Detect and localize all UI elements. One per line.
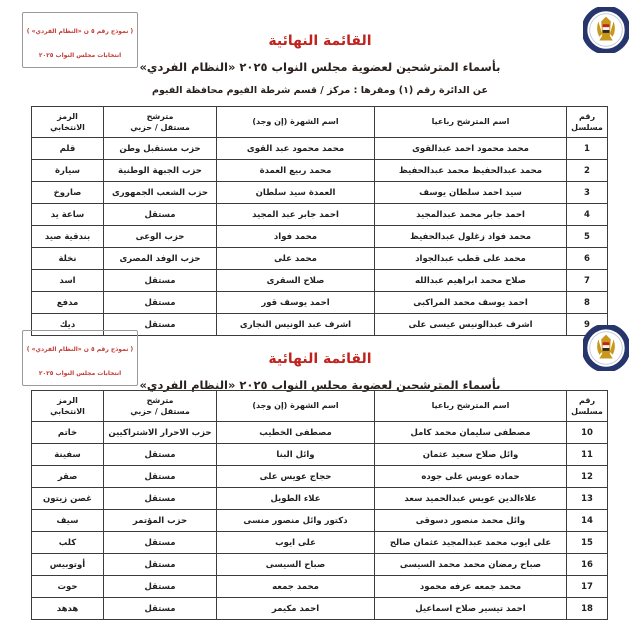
cell-serial: 5 xyxy=(567,226,608,248)
cell-symbol: خاتم xyxy=(32,422,104,444)
header-shohra: اسم الشهرة (إن وجد) xyxy=(217,391,375,422)
page-2 xyxy=(0,318,640,636)
candidate-row xyxy=(32,226,608,248)
cell-shohra: محمد جمعه xyxy=(217,576,375,598)
cell-symbol: نخلة xyxy=(32,248,104,270)
cell-symbol: كلب xyxy=(32,532,104,554)
candidate-row xyxy=(32,466,608,488)
cell-party: مستقل xyxy=(104,466,217,488)
cell-symbol: سيف xyxy=(32,510,104,532)
cell-serial: 1 xyxy=(567,138,608,160)
cell-serial: 2 xyxy=(567,160,608,182)
cell-symbol: ساعة يد xyxy=(32,204,104,226)
cell-candidate-name: احمد تيسير صلاح اسماعيل xyxy=(375,598,567,620)
page-title: القائمة النهائية xyxy=(268,351,372,367)
cell-serial: 7 xyxy=(567,270,608,292)
cell-candidate-name: سيد احمد سلطان يوسف xyxy=(375,182,567,204)
cell-serial: 10 xyxy=(567,422,608,444)
cell-serial: 3 xyxy=(567,182,608,204)
cell-symbol: اسد xyxy=(32,270,104,292)
cell-symbol: غصن زيتون xyxy=(32,488,104,510)
cell-symbol: هدهد xyxy=(32,598,104,620)
cell-symbol: صقر xyxy=(32,466,104,488)
cell-serial: 11 xyxy=(567,444,608,466)
cell-candidate-name: احمد يوسف محمد المراكبى xyxy=(375,292,567,314)
cell-shohra: صباح السيسى xyxy=(217,554,375,576)
candidate-row xyxy=(32,204,608,226)
cell-shohra: محمد محمود عبد القوى xyxy=(217,138,375,160)
cell-candidate-name: علاءالدين عويس عبدالحميد سعد xyxy=(375,488,567,510)
candidate-row xyxy=(32,576,608,598)
cell-candidate-name: حماده عويس على جوده xyxy=(375,466,567,488)
cell-serial: 8 xyxy=(567,292,608,314)
cell-shohra: على ايوب xyxy=(217,532,375,554)
cell-party: حزب الجبهة الوطنية xyxy=(104,160,217,182)
header-serial: رقم مسلسل xyxy=(567,107,608,138)
header-symbol: الرمز الانتخابي xyxy=(32,391,104,422)
page-subtitle: بأسماء المترشحين لعضوية مجلس النواب ٢٠٢٥ «النظام الفردي» xyxy=(139,60,501,74)
cell-shohra: محمد فواد xyxy=(217,226,375,248)
form-box-line-2: انتخابات مجلس النواب ٢٠٢٥ xyxy=(38,370,122,377)
candidate-row xyxy=(32,292,608,314)
cell-party: مستقل xyxy=(104,444,217,466)
cell-party: مستقل xyxy=(104,532,217,554)
cell-serial: 16 xyxy=(567,554,608,576)
cell-symbol: ديك xyxy=(32,314,104,336)
cell-symbol: سفينة xyxy=(32,444,104,466)
cell-symbol: مدفع xyxy=(32,292,104,314)
header-party: مترشح مستقل / حزبي xyxy=(104,391,217,422)
cell-shohra: احمد يوسف قور xyxy=(217,292,375,314)
cell-serial: 18 xyxy=(567,598,608,620)
cell-candidate-name: محمد عبدالحفيظ محمد عبدالحفيظ xyxy=(375,160,567,182)
cell-candidate-name: محمد على قطب عبدالجواد xyxy=(375,248,567,270)
candidate-row xyxy=(32,532,608,554)
cell-shohra: محمد على xyxy=(217,248,375,270)
cell-shohra: صلاح السقرى xyxy=(217,270,375,292)
cell-shohra: محمد ربيع العمدة xyxy=(217,160,375,182)
candidate-row xyxy=(32,554,608,576)
cell-party: مستقل xyxy=(104,488,217,510)
cell-symbol: بندقية صيد xyxy=(32,226,104,248)
cell-party: حزب مستقبل وطن xyxy=(104,138,217,160)
candidate-row xyxy=(32,138,608,160)
cell-shohra: احمد مكيمر xyxy=(217,598,375,620)
candidate-row xyxy=(32,160,608,182)
cell-candidate-name: على ايوب محمد عبدالمجيد عثمان صالح xyxy=(375,532,567,554)
cell-serial: 9 xyxy=(567,314,608,336)
header-party: مترشح مستقل / حزبي xyxy=(104,107,217,138)
district-line: عن الدائرة رقم (١) ومقرها : مركز / قسم شرطة الفيوم محافظة الفيوم xyxy=(152,85,488,96)
cell-party: حزب الاحرار الاشتراكيين xyxy=(104,422,217,444)
cell-shohra: مصطفى الخطيب xyxy=(217,422,375,444)
page-title: القائمة النهائية xyxy=(268,33,372,49)
cell-party: مستقل xyxy=(104,314,217,336)
cell-party: مستقل xyxy=(104,204,217,226)
cell-serial: 12 xyxy=(567,466,608,488)
form-box-line-1: ( نموذج رقم ٥ ن «النظام الفردي» ) xyxy=(26,28,134,35)
cell-party: حزب المؤتمر xyxy=(104,510,217,532)
cell-candidate-name: صباح رمضان محمد محمد السيسى xyxy=(375,554,567,576)
header-serial: رقم مسلسل xyxy=(567,391,608,422)
cell-party: حزب الوفد المصرى xyxy=(104,248,217,270)
cell-candidate-name: وائل محمد منصور دسوقى xyxy=(375,510,567,532)
cell-shohra: احمد جابر عبد المجيد xyxy=(217,204,375,226)
cell-party: حزب الوعى xyxy=(104,226,217,248)
cell-symbol: أوتوبيس xyxy=(32,554,104,576)
cell-shohra: وائل البنا xyxy=(217,444,375,466)
cell-candidate-name: محمد جمعه عرفه محمود xyxy=(375,576,567,598)
cell-shohra: اشرف عبد الونيس النجارى xyxy=(217,314,375,336)
candidate-row xyxy=(32,598,608,620)
form-box-line-2: انتخابات مجلس النواب ٢٠٢٥ xyxy=(38,52,122,59)
cell-serial: 15 xyxy=(567,532,608,554)
header-candidate-name: اسم المترشح رباعيا xyxy=(375,391,567,422)
form-box-line-1: ( نموذج رقم ٥ ن «النظام الفردي» ) xyxy=(26,346,134,353)
table-header-row xyxy=(32,391,608,422)
candidates-table-page-1 xyxy=(31,106,608,336)
cell-symbol: صاروخ xyxy=(32,182,104,204)
cell-candidate-name: اشرف عبدالونيس عيسى على xyxy=(375,314,567,336)
cell-shohra: العمدة سيد سلطان xyxy=(217,182,375,204)
candidate-row xyxy=(32,444,608,466)
cell-serial: 6 xyxy=(567,248,608,270)
cell-shohra: حجاج عويس على xyxy=(217,466,375,488)
table-header-row xyxy=(32,107,608,138)
cell-candidate-name: احمد جابر محمد عبدالمجيد xyxy=(375,204,567,226)
cell-party: مستقل xyxy=(104,270,217,292)
cell-serial: 14 xyxy=(567,510,608,532)
candidate-row xyxy=(32,182,608,204)
candidate-row xyxy=(32,488,608,510)
cell-serial: 13 xyxy=(567,488,608,510)
cell-party: مستقل xyxy=(104,292,217,314)
page-subtitle: بأسماء المترشحين لعضوية مجلس النواب ٢٠٢٥ «النظام الفردي» xyxy=(139,378,501,392)
cell-candidate-name: محمد فواد زغلول عبدالحفيظ xyxy=(375,226,567,248)
cell-serial: 17 xyxy=(567,576,608,598)
cell-party: مستقل xyxy=(104,598,217,620)
cell-party: حزب الشعب الجمهورى xyxy=(104,182,217,204)
candidate-row xyxy=(32,510,608,532)
candidates-table-page-2 xyxy=(31,390,608,620)
cell-symbol: حوت xyxy=(32,576,104,598)
cell-shohra: دكتور وائل منصور منسى xyxy=(217,510,375,532)
cell-candidate-name: وائل صلاح سعيد عثمان xyxy=(375,444,567,466)
header-shohra: اسم الشهرة (إن وجد) xyxy=(217,107,375,138)
candidate-row xyxy=(32,422,608,444)
cell-shohra: علاء الطويل xyxy=(217,488,375,510)
header-symbol: الرمز الانتخابي xyxy=(32,107,104,138)
cell-candidate-name: مصطفى سليمان محمد كامل xyxy=(375,422,567,444)
candidate-row xyxy=(32,248,608,270)
cell-party: مستقل xyxy=(104,554,217,576)
cell-party: مستقل xyxy=(104,576,217,598)
cell-candidate-name: صلاح محمد ابراهيم عبدالله xyxy=(375,270,567,292)
cell-serial: 4 xyxy=(567,204,608,226)
cell-symbol: سيارة xyxy=(32,160,104,182)
candidate-row xyxy=(32,270,608,292)
cell-symbol: قلم xyxy=(32,138,104,160)
header-candidate-name: اسم المترشح رباعيا xyxy=(375,107,567,138)
cell-candidate-name: محمد محمود احمد عبدالقوى xyxy=(375,138,567,160)
